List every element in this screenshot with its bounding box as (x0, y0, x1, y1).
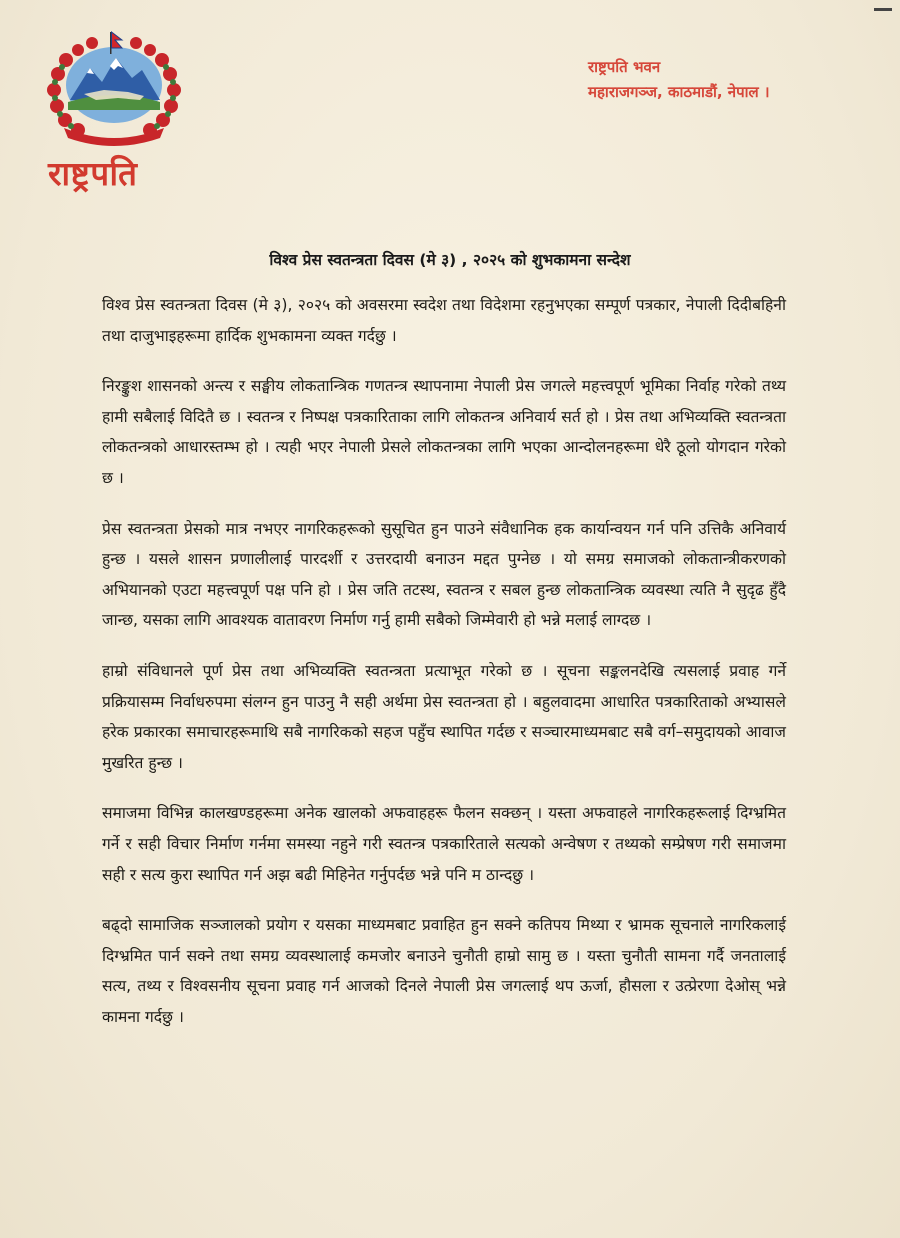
paragraph: बढ्दो सामाजिक सञ्जालको प्रयोग र यसका माध्यमबाट प्रवाहित हुन सक्ने कतिपय मिथ्या र भ्रामक सूचनाले नागरिकलाई दिग्भ्रमित पार्न सक्ने तथा समग्र व्यवस्थालाई कमजोर बनाउने चुनौती हाम्रो सामु छ । यस्ता चुनौती सामना गर्दै जनतालाई सत्य, तथ्य र विश्वसनीय सूचना प्रवाह गर्न आजको दिनले नेपाली प्रेस जगत्लाई थप ऊर्जा, हौसला र उत्प्रेरणा देओस् भन्ने कामना गर्दछु । (102, 916, 786, 1026)
nepal-emblem-icon (44, 30, 184, 148)
letterhead-wordmark: राष्ट्रपति (48, 154, 138, 193)
message-body (102, 290, 786, 1052)
paragraph: प्रेस स्वतन्त्रता प्रेसको मात्र नभएर नागरिकहरूको सुसूचित हुन पाउने संवैधानिक हक कार्यान्वयन गर्न पनि उत्तिकै अनिवार्य हुन्छ । यसले शासन प्रणालीलाई पारदर्शी र उत्तरदायी बनाउन मद्दत पुग्नेछ । यो समग्र समाजको लोकतान्त्रीकरणको अभियानको एउटा महत्त्वपूर्ण पक्ष पनि हो । प्रेस जति तटस्थ, स्वतन्त्र र सबल हुन्छ लोकतान्त्रिक व्यवस्था त्यति नै सुदृढ हुँदै जान्छ, यसका लागि आवश्यक वातावरण निर्माण गर्नु हामी सबैको जिम्मेवारी हो भन्ने मलाई लाग्दछ । (102, 519, 786, 630)
address-line-city: महाराजगञ्ज, काठमाडौं, नेपाल । (588, 83, 770, 101)
paragraph: समाजमा विभिन्न कालखण्डहरूमा अनेक खालको अफवाहहरू फैलन सक्छन् । यस्ता अफवाहले नागरिकहरूलाई दिग्भ्रमित गर्ने र सही विचार निर्माण गर्नमा समस्या नहुने गरी स्वतन्त्र पत्रकारिताले सत्यको अन्वेषण र तथ्यको सम्प्रेषण गरी समाजमा सही र सत्य कुरा स्थापित गर्न अझ बढी मिहिनेत गर्नुपर्दछ भन्ने पनि म ठान्दछु । (102, 804, 786, 884)
paragraph: हाम्रो संविधानले पूर्ण प्रेस तथा अभिव्यक्ति स्वतन्त्रता प्रत्याभूत गरेको छ । सूचना सङ्कलनदेखि त्यसलाई प्रवाह गर्ने प्रक्रियासम्म निर्वाधरुपमा संलग्न हुन पाउनु नै सही अर्थमा प्रेस स्वतन्त्रता हो । बहुलवादमा आधारित पत्रकारिताको अभ्यासले हरेक प्रकारका समाचारहरूमाथि सबै नागरिकको सहज पहुँच स्थापित गर्दछ र सञ्चारमाध्यमबाट सबै वर्ग–समुदायको आवाज मुखरित हुन्छ । (102, 661, 786, 772)
paragraph: विश्व प्रेस स्वतन्त्रता दिवस (मे ३), २०२५ को अवसरमा स्वदेश तथा विदेशमा रहनुभएका सम्पूर्ण पत्रकार, नेपाली दिदीबहिनी तथा दाजुभाइहरूमा हार्दिक शुभकामना व्यक्त गर्दछु । (102, 296, 786, 345)
document-title: विश्व प्रेस स्वतन्त्रता दिवस (मे ३) , २०२५ को शुभकामना सन्देश (269, 251, 631, 269)
scan-mark (874, 8, 892, 11)
letterhead-address (588, 55, 770, 105)
address-line-building: राष्ट्रपति भवन (588, 58, 661, 76)
paragraph: निरङ्कुश शासनको अन्त्य र सङ्घीय लोकतान्त्रिक गणतन्त्र स्थापनामा नेपाली प्रेस जगत्ले महत्त्वपूर्ण भूमिका निर्वाह गरेको तथ्य हामी सबैलाई विदितै छ । स्वतन्त्र र निष्पक्ष पत्रकारिताका लागि लोकतन्त्र अनिवार्य सर्त हो । प्रेस तथा अभिव्यक्ति स्वतन्त्रता लोकतन्त्रको आधारस्तम्भ हो । त्यही भएर नेपाली प्रेसले लोकतन्त्रका लागि भएका आन्दोलनहरूमा धेरै ठूलो योगदान गरेको छ । (102, 377, 786, 487)
